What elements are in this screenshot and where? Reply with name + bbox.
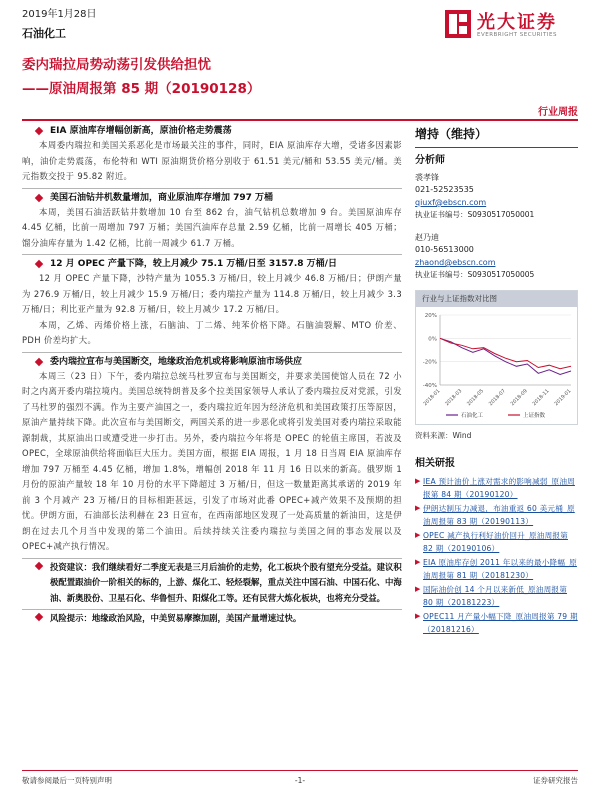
section-body: 本周三（23 日）下午，委内瑞拉总统马杜罗宣布与美国断交，并要求美国使馆人员在 72 小时之内离开委内瑞拉境内。美国总统特朗普及多个拉美国家领导人承认了委内瑞拉反对党派，引发了马杜罗的强烈不满。作为主要产油国之一，委内瑞拉近年因为经济危机和美国政策打压等原因，原油产量持续下降。此次宣布与美国断交，两国关系的进一步恶化或将引发美国对委内瑞拉采取能源制裁，其原油出口或遭受进一步打击。另外，委内瑞拉今年将是 OPEC 的轮值主席国，若波及 OPEC，全球原油供给将面临巨大压力。美国方面，根据 EIA 周报，1 月 18 日当周 EIA 原油库存增加 797 万桶至 4.45 亿桶，增加 1.8%，增幅创 2018 年 11 月 16 日以来的新高。俄罗斯 1 月份的原油产量较 18 年 10 月份的水平下降超过 3 万桶/日，但这一数量距离其承诺的 2019 年前 3 个月减产 23 万桶/日的目标相距甚远，引发了市场对此番 OPEC+减产效果不及预期的担忧。伊朗方面，石油部长法利赫在 23 日宣布，在西南部地区发现了一处高质量的新油田，这是伊朗在过去几个月当中发现的第二个油田。后续持续关注委内瑞拉与美国之间的事态发展以及 OPEC+减产执行情况。 <box>22 370 402 551</box>
report-title: 委内瑞拉局势动荡引发供给担忧 <box>22 57 211 73</box>
triangle-bullet-icon: ▶ <box>415 558 421 567</box>
chart-x-tick-label: 2018-07 <box>487 387 507 407</box>
related-report-item[interactable] <box>415 610 578 636</box>
related-report-link[interactable]: 伊朗达制压力减退，布油重返 60 美元桶_原油周报第 83 期（20190113） <box>423 504 575 527</box>
main-content <box>22 122 402 762</box>
diamond-bullet-icon <box>35 561 43 569</box>
logo-mark-icon <box>445 10 471 38</box>
chart-x-tick-label: 2018-03 <box>444 387 464 407</box>
chart-source: 资料来源：Wind <box>415 430 472 440</box>
section-heading <box>22 192 402 205</box>
chart-x-tick-label: 2018-09 <box>509 387 529 407</box>
chart-x-tick-label: 2019-01 <box>553 387 573 407</box>
footer-divider <box>22 770 578 771</box>
section-body: 本周，美国石油活跃钻井数增加 10 台至 862 台，油气钻机总数增加 9 台。美国原油库存 4.45 亿桶，比前一周增加 797 万桶；美国汽油库存总量 2.59 亿桶，比前一周增长 405 万桶；馏分油库存量为 1.42 亿桶，比前一周减少 61.7 万桶。 <box>22 206 402 248</box>
cert-number: S0930517050001 <box>467 210 535 220</box>
related-reports-heading: 相关研报 <box>415 458 455 470</box>
related-report-item[interactable] <box>415 556 578 582</box>
cert-number: S0930517050005 <box>467 270 535 280</box>
chart-x-tick-label: 2018-05 <box>466 387 486 407</box>
diamond-bullet-icon <box>35 127 43 135</box>
related-report-link[interactable]: 国际油价创 14 个月以来新低_原油周报第 80 期（20181223） <box>423 585 567 608</box>
section-investment <box>22 559 402 611</box>
investment-advice-text: 投资建议：我们继续看好二季度无表是三月后油价的走势，化工板块个股有望充分受益。建议积极配置跟油价一阶相关的标的，上游、煤化工、轻烃裂解，重点关注中国石油、中国石化、中海油、新奥股份、卫星石化、华鲁恒升、阳煤化工等。还有民营大炼化板块，也将充分受益。 <box>50 561 402 603</box>
diamond-bullet-icon <box>35 613 43 621</box>
related-report-item[interactable] <box>415 502 578 528</box>
section-heading-text: 12 月 OPEC 产量下降，较上月减少 75.1 万桶/日至 3157.8 万桶/日 <box>50 259 337 269</box>
chart-y-tick-label: -40% <box>422 382 437 389</box>
risk-warning-text: 风险提示：地缘政治风险，中美贸易摩擦加剧，美国产量增速过快。 <box>50 613 302 623</box>
investment-advice <box>22 560 402 607</box>
chart-y-tick-label: 0% <box>428 336 437 343</box>
section-body: 本周委内瑞拉和美国关系恶化是市场最关注的事件，同时，EIA 原油库存大增，受诸多因素影响，油价走势震荡，布伦特和 WTI 原油期货价格分别收于 61.51 美元/桶和 53.55 美元/桶。美元指数交投于 95.82 附近。 <box>22 140 402 181</box>
footer-disclaimer: 敬请参阅最后一页特别声明 <box>22 776 112 785</box>
section-opec <box>22 255 402 353</box>
section-heading-text: 美国石油钻井机数量增加，商业原油库存增加 797 万桶 <box>50 192 274 203</box>
section-body: 12 月 OPEC 产量下降，沙特产量为 1055.3 万桶/日，较上月减少 46.8 万桶/日；伊朗产量为 276.9 万桶/日，较上月减少 15.9 万桶/日；委内瑞拉产量为 114.8 万桶/日，较上月减少 3.3 万桶/日；利比亚产量为 92.8 万桶/日，较上月减少 17.2 万桶/日。 <box>22 273 402 314</box>
related-report-item[interactable] <box>415 529 578 555</box>
related-report-item[interactable] <box>415 475 578 501</box>
logo-english: EVERBRIGHT SECURITIES <box>477 32 557 38</box>
chart-y-tick-label: 20% <box>424 312 437 319</box>
section-heading <box>22 356 402 369</box>
comparison-chart <box>415 290 578 425</box>
analyst-card <box>415 232 578 282</box>
chart-x-tick-label: 2018-01 <box>422 387 442 407</box>
chart-title: 行业与上证指数对比图 <box>416 291 577 307</box>
report-subtitle: ——原油周报第 85 期（20190128） <box>22 81 261 97</box>
triangle-bullet-icon: ▶ <box>415 612 421 621</box>
section-heading-text: EIA 原油库存增幅创新高，原油价格走势震荡 <box>50 126 232 136</box>
related-reports-list <box>415 475 578 636</box>
risk-warning <box>22 611 402 627</box>
related-report-item[interactable] <box>415 583 578 609</box>
analyst-heading: 分析师 <box>415 154 445 166</box>
section-heading <box>22 125 402 138</box>
section-body-2: 本周，乙烯、丙烯价格上涨，石脑油、丁二烯、纯苯价格下降。石脑油裂解、MTO 价差、PDH 价差均扩大。 <box>22 319 402 345</box>
related-report-link[interactable]: OPEC 减产执行利好油价回升_原油周报第 82 期（20190106） <box>423 531 568 554</box>
section-venezuela <box>22 353 402 559</box>
footer-report-label: 证券研究报告 <box>533 776 578 785</box>
analyst-card <box>415 172 578 222</box>
cert-label: 执业证书编号： <box>415 210 468 220</box>
chart-x-tick-label: 2018-11 <box>531 387 551 407</box>
analyst-name: 赵乃迪 <box>415 232 439 242</box>
report-type-label: 行业周报 <box>538 107 578 118</box>
related-report-link[interactable]: EIA 原油库存创 2011 年以来的最小降幅_原油周报第 81 期（20181230） <box>423 558 577 581</box>
report-date: 2019年1月28日 <box>22 9 97 20</box>
chart-series-line <box>440 338 571 368</box>
brand-logo <box>445 10 585 44</box>
sector-label: 石油化工 <box>22 27 66 40</box>
section-heading-text: 委内瑞拉宣布与美国断交，地缘政治危机或将影响原油市场供应 <box>50 356 303 367</box>
analyst-name: 裘孝锋 <box>415 172 439 182</box>
triangle-bullet-icon: ▶ <box>415 585 421 594</box>
chart-plot <box>416 307 577 424</box>
analyst-phone: 021-52523535 <box>415 185 474 195</box>
page-number: -1- <box>294 776 306 785</box>
diamond-bullet-icon <box>35 260 43 268</box>
analyst-email-link[interactable]: qiuxf@ebscn.com <box>415 197 487 207</box>
rating-label: 增持（维持） <box>415 127 488 141</box>
related-report-link[interactable]: IEA 预计油价上涨对需求的影响减弱_原油周报第 84 期（20190120） <box>423 477 575 500</box>
logo-text: 光大证券 <box>477 12 557 33</box>
section-risk <box>22 610 402 630</box>
section-rig-count <box>22 189 402 256</box>
chart-y-tick-label: -20% <box>422 359 437 366</box>
analyst-email-link[interactable]: zhaond@ebscn.com <box>415 257 496 267</box>
section-eia <box>22 122 402 189</box>
rating-divider <box>415 147 578 148</box>
legend-label: 上证指数 <box>523 412 546 419</box>
diamond-bullet-icon <box>35 357 43 365</box>
triangle-bullet-icon: ▶ <box>415 504 421 513</box>
section-heading <box>22 258 402 271</box>
legend-label: 石油化工 <box>461 412 484 419</box>
analyst-phone: 010-56513000 <box>415 245 474 255</box>
sidebar <box>415 122 578 762</box>
triangle-bullet-icon: ▶ <box>415 531 421 540</box>
related-report-link[interactable]: OPEC11 月产量小幅下降_原油周报第 79 期（20181216） <box>423 612 578 635</box>
triangle-bullet-icon: ▶ <box>415 477 421 486</box>
cert-label: 执业证书编号： <box>415 270 468 280</box>
diamond-bullet-icon <box>35 193 43 201</box>
chart-series-line <box>440 338 571 374</box>
header-divider <box>22 119 578 121</box>
